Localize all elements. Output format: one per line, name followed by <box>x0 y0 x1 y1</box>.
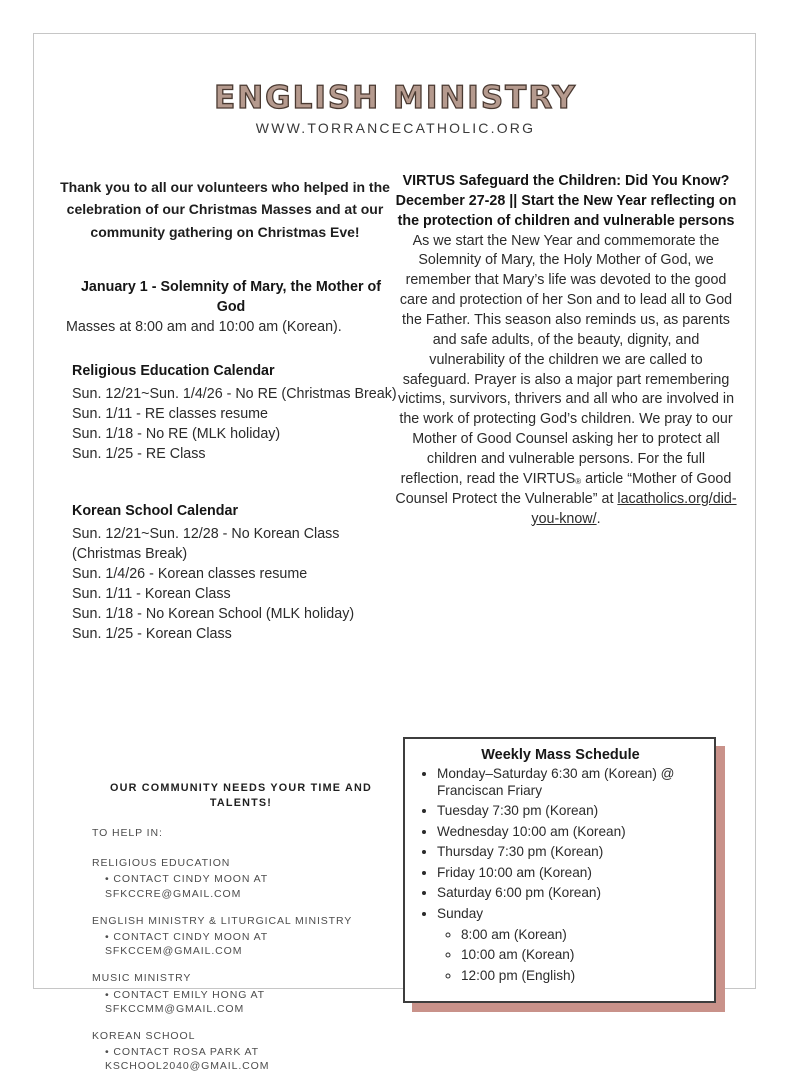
group-name: MUSIC MINISTRY <box>92 972 192 985</box>
sunday-mass-times-list <box>437 927 704 985</box>
thank-you-message: Thank you to all our volunteers who helped in the celebration of our Christmas Masses and at our community gathering on Christmas Eve! <box>60 179 390 240</box>
mass-schedule-title: Weekly Mass Schedule <box>481 747 640 763</box>
volunteer-group <box>92 914 390 959</box>
mass-schedule-item: • Saturday 6:00 pm (Korean) <box>437 885 704 902</box>
community-volunteer-section <box>92 781 390 1086</box>
sunday-mass-time: ◦ 8:00 am (Korean) <box>461 927 704 944</box>
calendar-line: Sun. 12/21~Sun. 1/4/26 - No RE (Christmas Break) <box>72 386 397 403</box>
sentence-period: . <box>596 510 601 527</box>
group-name: KOREAN SCHOOL <box>92 1029 196 1042</box>
calendar-line: Sun. 1/18 - No Korean School (MLK holiday) <box>72 606 355 623</box>
virtus-section <box>394 172 738 529</box>
group-name: RELIGIOUS EDUCATION <box>92 857 231 870</box>
mass-schedule-item: • Friday 10:00 am (Korean) <box>437 865 704 882</box>
religious-education-calendar <box>72 361 402 464</box>
solemnity-section <box>66 277 396 337</box>
sunday-mass-time: ◦ 10:00 am (Korean) <box>461 947 704 964</box>
solemnity-body: Masses at 8:00 am and 10:00 am (Korean). <box>66 319 342 336</box>
calendar-line: Sun. 1/25 - Korean Class <box>72 626 232 643</box>
virtus-body-text: As we start the New Year and commemorate the Solemnity of Mary, the Holy Mother of God, we remember that Mary’s life was devoted to the good care and protection of her Son and to lead all to God the Father. This season also reminds us, as parents and safe adults, of the beauty, dignity, and vulnerability of the children we are called to safeguard. Prayer is also a major part remembering victims, survivors, thrivers and all who are involved in the work of protecting God’s children. We pray to our Mother of Good Counsel asking her to protect all children and vulnerable persons. For the full reflection, read the VIRTUS <box>397 232 735 487</box>
page-title: ENGLISH MINISTRY <box>214 80 577 116</box>
mass-schedule-item: • Wednesday 10:00 am (Korean) <box>437 824 704 841</box>
calendar-line: Sun. 1/4/26 - Korean classes resume <box>72 566 308 583</box>
weekly-mass-schedule-box <box>403 737 716 1003</box>
calendar-line: Sun. 12/21~Sun. 12/28 - No Korean Class (Christmas Break) <box>72 526 340 563</box>
re-calendar-heading: Religious Education Calendar <box>72 363 275 379</box>
mass-schedule-item: • Thursday 7:30 pm (Korean) <box>437 844 704 861</box>
calendar-line: Sun. 1/25 - RE Class <box>72 446 206 463</box>
mass-schedule-item: • Tuesday 7:30 pm (Korean) <box>437 803 704 820</box>
mass-schedule-item <box>437 906 704 984</box>
mass-schedule-list <box>417 766 704 984</box>
virtus-body-text: article “Mother of Good Counsel Protect the Vulnerable” at <box>395 470 732 507</box>
virtus-body <box>394 232 738 530</box>
community-heading: OUR COMMUNITY NEEDS YOUR TIME AND TALENTS! <box>110 782 372 809</box>
volunteer-group <box>92 1029 390 1074</box>
mass-schedule-item: • Monday–Saturday 6:30 am (Korean) @ Franciscan Friary <box>437 766 704 799</box>
registered-trademark-symbol: ® <box>575 476 582 486</box>
sunday-mass-time: ◦ 12:00 pm (English) <box>461 968 704 985</box>
volunteer-group <box>92 856 390 901</box>
virtus-heading: VIRTUS Safeguard the Children: Did You Know? December 27-28 || Start the New Year reflecting on the protection of children and vulnerable persons <box>395 173 737 229</box>
group-contact: • CONTACT ROSA PARK AT KSCHOOL2040@GMAIL.COM <box>92 1045 390 1073</box>
calendar-line: Sun. 1/11 - Korean Class <box>72 586 231 603</box>
group-contact: • CONTACT EMILY HONG AT SFKCCMM@GMAIL.COM <box>92 988 390 1016</box>
group-name: ENGLISH MINISTRY & LITURGICAL MINISTRY <box>92 914 353 927</box>
solemnity-heading: January 1 - Solemnity of Mary, the Mother of God <box>80 279 382 316</box>
korean-school-calendar <box>72 501 390 644</box>
sunday-label: Sunday <box>437 906 484 922</box>
volunteer-group <box>92 971 390 1016</box>
group-contact: • CONTACT CINDY MOON AT SFKCCRE@GMAIL.COM <box>92 872 390 900</box>
calendar-line: Sun. 1/11 - RE classes resume <box>72 406 269 423</box>
korean-calendar-heading: Korean School Calendar <box>72 503 239 519</box>
did-you-know-link[interactable]: lacatholics.org/did-you-know/ <box>531 490 737 527</box>
website-url: WWW.TORRANCECATHOLIC.ORG <box>255 120 536 136</box>
help-intro: TO HELP IN: <box>92 827 163 840</box>
calendar-line: Sun. 1/18 - No RE (MLK holiday) <box>72 426 281 443</box>
bulletin-header <box>0 80 791 136</box>
group-contact: • CONTACT CINDY MOON AT SFKCCEM@GMAIL.COM <box>92 930 390 958</box>
